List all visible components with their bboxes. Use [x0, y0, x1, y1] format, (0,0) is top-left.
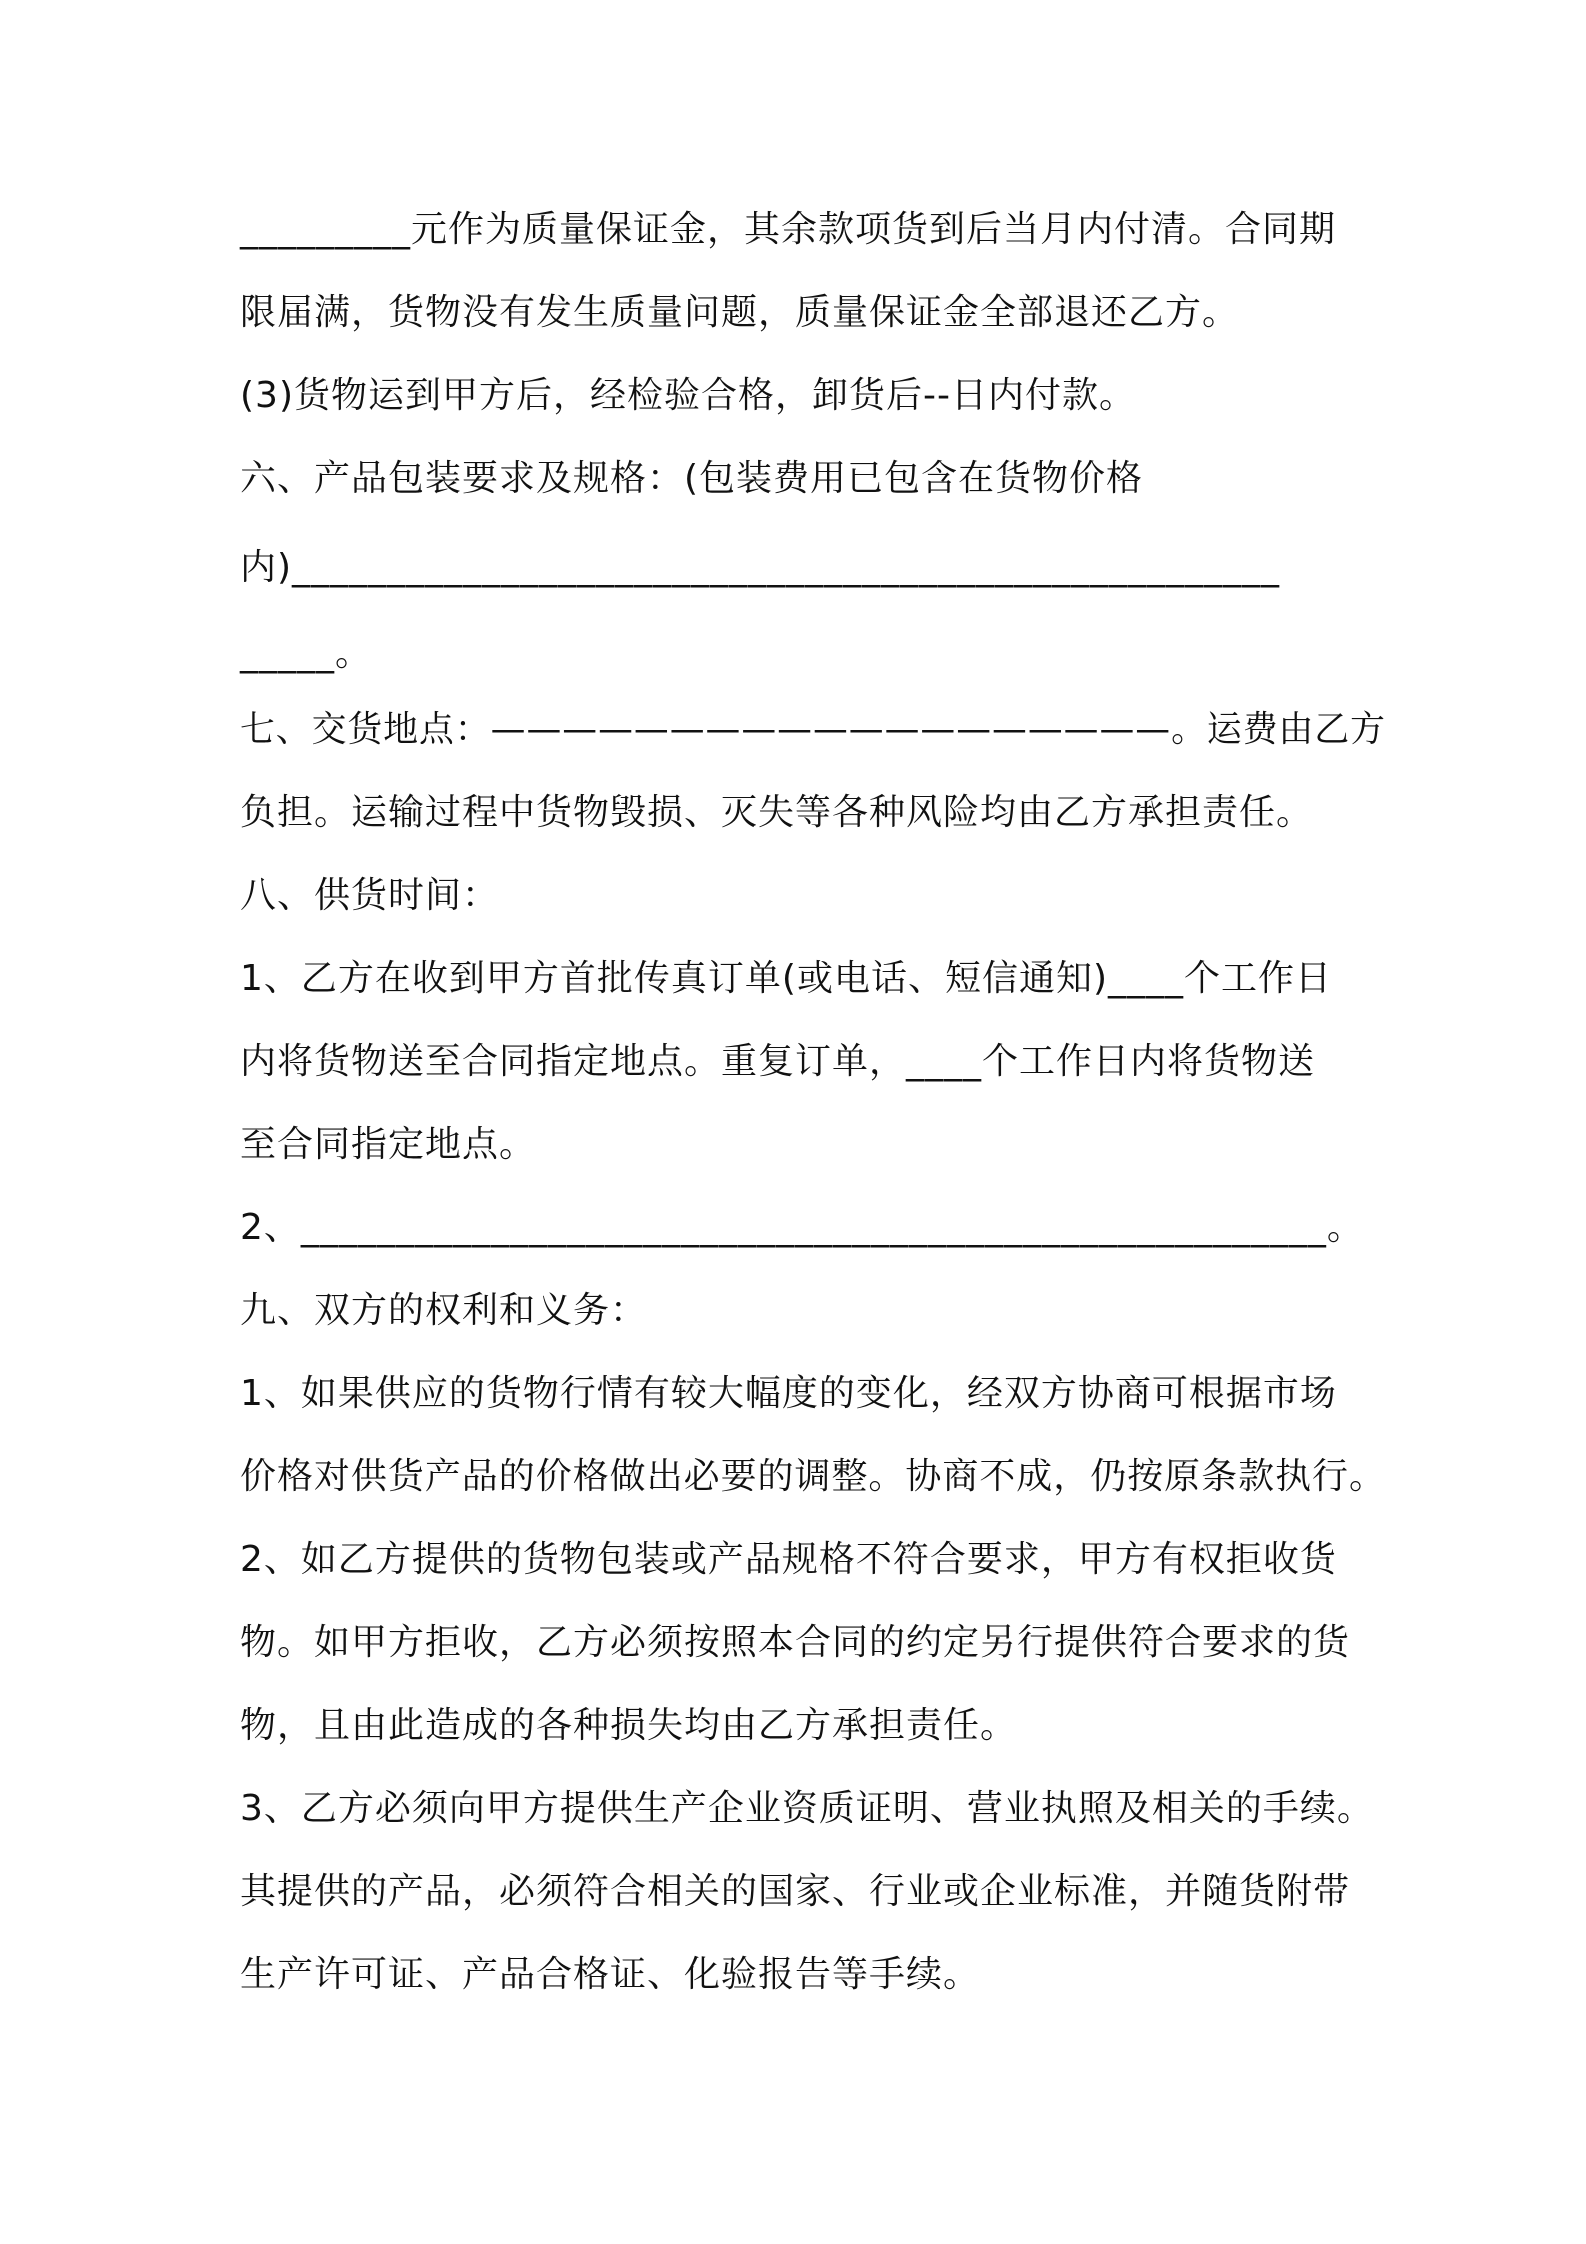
- text-line: 九、双方的权利和义务：: [240, 1290, 648, 1331]
- text-line: 内)____________________________________________________: [240, 547, 1281, 588]
- text-line: 3、乙方必须向甲方提供生产企业资质证明、营业执照及相关的手续。: [240, 1788, 1374, 1829]
- text-line: 1、乙方在收到甲方首批传真订单(或电话、短信通知)____个工作日: [240, 958, 1332, 999]
- text-line: (3)货物运到甲方后，经检验合格，卸货后--日内付款。: [240, 375, 1136, 416]
- text-line: 2、如乙方提供的货物包装或产品规格不符合要求，甲方有权拒收货: [240, 1539, 1337, 1580]
- text-line: 内将货物送至合同指定地点。重复订单，____个工作日内将货物送: [240, 1041, 1316, 1082]
- text-line: 物。如甲方拒收，乙方必须按照本合同的约定另行提供符合要求的货: [240, 1622, 1351, 1663]
- text-line: 物，且由此造成的各种损失均由乙方承担责任。: [240, 1705, 1018, 1746]
- text-line: 至合同指定地点。: [240, 1124, 537, 1165]
- text-line: 生产许可证、产品合格证、化验报告等手续。: [240, 1954, 981, 1995]
- text-line: 六、产品包装要求及规格：(包装费用已包含在货物价格: [240, 458, 1144, 499]
- text-line: 八、供货时间：: [240, 875, 500, 916]
- text-line: 七、交货地点：———————————————————。运费由乙方: [240, 709, 1387, 750]
- text-line: 2、______________________________________________________。: [240, 1207, 1364, 1248]
- text-line: 其提供的产品，必须符合相关的国家、行业或企业标准，并随货附带: [240, 1871, 1351, 1912]
- text-line: 价格对供货产品的价格做出必要的调整。协商不成，仍按原条款执行。: [240, 1456, 1386, 1497]
- text-line: _________元作为质量保证金，其余款项货到后当月内付清。合同期: [240, 209, 1337, 250]
- text-line: _____。: [240, 633, 373, 674]
- text-line: 负担。运输过程中货物毁损、灭失等各种风险均由乙方承担责任。: [240, 792, 1314, 833]
- text-line: 1、如果供应的货物行情有较大幅度的变化，经双方协商可根据市场: [240, 1373, 1337, 1414]
- text-line: 限届满，货物没有发生质量问题，质量保证金全部退还乙方。: [240, 292, 1240, 333]
